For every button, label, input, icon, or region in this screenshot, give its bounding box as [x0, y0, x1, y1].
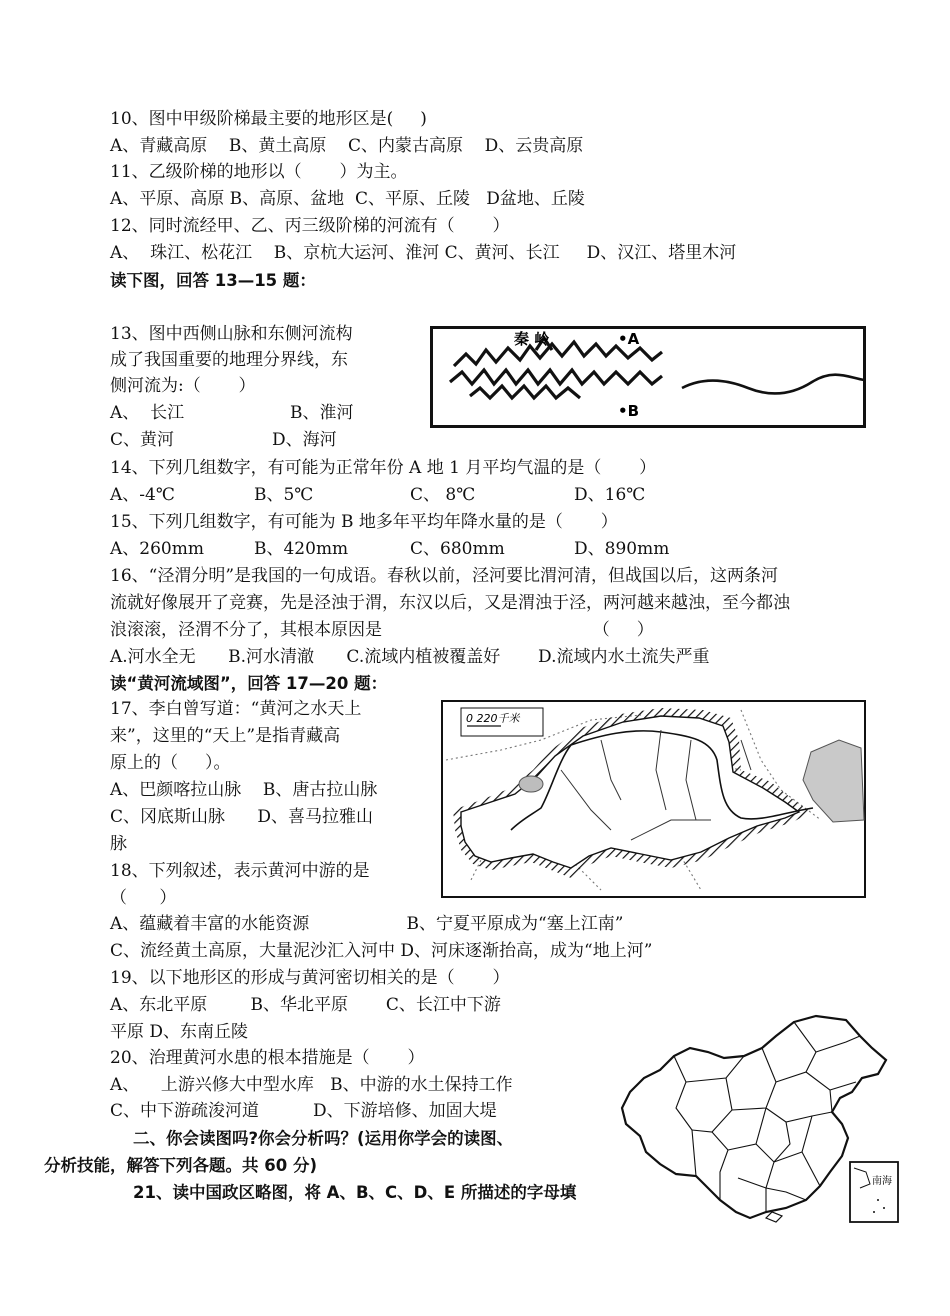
q14-option-c: C、 8℃ — [410, 485, 476, 505]
q15-option-c: C、680mm — [410, 539, 505, 559]
q14-option-b: B、5℃ — [254, 485, 314, 505]
q13-option-c: C、黄河 — [110, 430, 175, 450]
q14-stem: 14、下列几组数字，有可能为正常年份 A 地 1 月平均气温的是（ ） — [110, 458, 657, 478]
q12-options: A、 珠江、松花江 B、京杭大运河、淮河 C、黄河、长江 D、汉江、塔里木河 — [110, 243, 737, 263]
q14-option-a: A、-4℃ — [110, 485, 175, 505]
qinling-label: 秦 岭 — [514, 330, 550, 348]
q16-line-2: 流就好像展开了竞赛，先是泾浊于渭，东汉以后，又是渭浊于泾，两河越来越浊，至今都浊 — [110, 593, 790, 613]
q17-line-1: 17、李白曾写道：“黄河之水天上 — [110, 699, 362, 719]
q18-options-2: C、流经黄土高原，大量泥沙汇入河中 D、河床逐渐抬高，成为“地上河” — [110, 941, 653, 961]
q16-line-3: 浪滚滚，泾渭不分了，其根本原因是 （ ） — [110, 620, 654, 640]
section-heading-13-15: 读下图，回答 13—15 题： — [110, 271, 316, 290]
q18-options-1: A、蕴藏着丰富的水能资源 B、宁夏平原成为“塞上江南” — [110, 914, 624, 934]
yellow-river-figure — [441, 700, 866, 898]
q10-stem: 10、图中甲级阶梯最主要的地形区是( ) — [110, 109, 427, 129]
q20-line-1: 20、治理黄河水患的根本措施是（ ） — [110, 1048, 425, 1068]
section-2-heading-line-1: 二、你会读图吗?你会分析吗？(运用你学会的读图、 — [110, 1129, 514, 1148]
q11-options: A、平原、高原 B、高原、盆地 C、平原、丘陵 D盆地、丘陵 — [110, 189, 585, 209]
q18-line-1: 18、下列叙述，表示黄河中游的是 — [110, 861, 370, 881]
q13-line-1: 13、图中西侧山脉和东侧河流构 — [110, 324, 353, 344]
q19-line-2: A、东北平原 B、华北平原 C、长江中下游 — [110, 995, 501, 1015]
qinling-figure — [430, 326, 866, 428]
q17-line-2: 来”，这里的“天上”是指青藏高 — [110, 726, 341, 746]
q18-line-2: （ ） — [110, 888, 177, 908]
q14-option-d: D、16℃ — [574, 485, 646, 505]
q13-option-b: B、淮河 — [290, 403, 354, 423]
q20-line-2: A、 上游兴修大中型水库 B、中游的水土保持工作 — [110, 1075, 513, 1095]
scale-label: 0 220千米 — [466, 712, 520, 725]
q15-option-b: B、420mm — [254, 539, 349, 559]
q13-line-2: 成了我国重要的地理分界线，东 — [110, 350, 348, 370]
q15-option-a: A、260mm — [110, 539, 204, 559]
q21-stem: 21、读中国政区略图，将 A、B、C、D、E 所描述的字母填 — [110, 1183, 577, 1202]
china-map-figure — [616, 1012, 902, 1230]
q12-stem: 12、同时流经甲、乙、丙三级阶梯的河流有（ ） — [110, 216, 510, 236]
q13-option-a: A、 长江 — [110, 403, 185, 423]
south-sea-inset-label: 南海 — [872, 1176, 892, 1187]
section-2-heading-line-2: 分析技能，解答下列各题。共 60 分) — [44, 1156, 317, 1175]
q10-options: A、青藏高原 B、黄土高原 C、内蒙古高原 D、云贵高原 — [110, 136, 584, 156]
q15-stem: 15、下列几组数字，有可能为 B 地多年平均年降水量的是（ ） — [110, 512, 618, 532]
q16-options: A.河水全无 B.河水清澈 C.流域内植被覆盖好 D.流域内水土流失严重 — [110, 647, 710, 667]
q20-line-3: C、中下游疏浚河道 D、下游培修、加固大堤 — [110, 1101, 497, 1121]
q16-line-1: 16、“泾渭分明”是我国的一句成语。春秋以前，泾河要比渭河清，但战国以后，这两条河 — [110, 566, 779, 586]
q19-line-1: 19、以下地形区的形成与黄河密切相关的是（ ） — [110, 968, 510, 988]
q13-line-3: 侧河流为:（ ） — [110, 376, 256, 396]
q19-line-3: 平原 D、东南丘陵 — [110, 1022, 249, 1042]
q11-stem: 11、乙级阶梯的地形以（ ）为主。 — [110, 162, 408, 182]
q17-line-4: A、巴颜喀拉山脉 B、唐古拉山脉 — [110, 780, 378, 800]
section-heading-17-20: 读“黄河流域图”，回答 17—20 题： — [110, 674, 388, 693]
q13-option-d: D、海河 — [272, 430, 337, 450]
q17-line-6: 脉 — [110, 834, 127, 854]
q17-line-3: 原上的（ ）。 — [110, 753, 231, 773]
q17-line-5: C、冈底斯山脉 D、喜马拉雅山 — [110, 807, 374, 827]
point-b-label: •B — [618, 402, 640, 420]
q15-option-d: D、890mm — [574, 539, 670, 559]
point-a-label: •A — [618, 330, 640, 348]
